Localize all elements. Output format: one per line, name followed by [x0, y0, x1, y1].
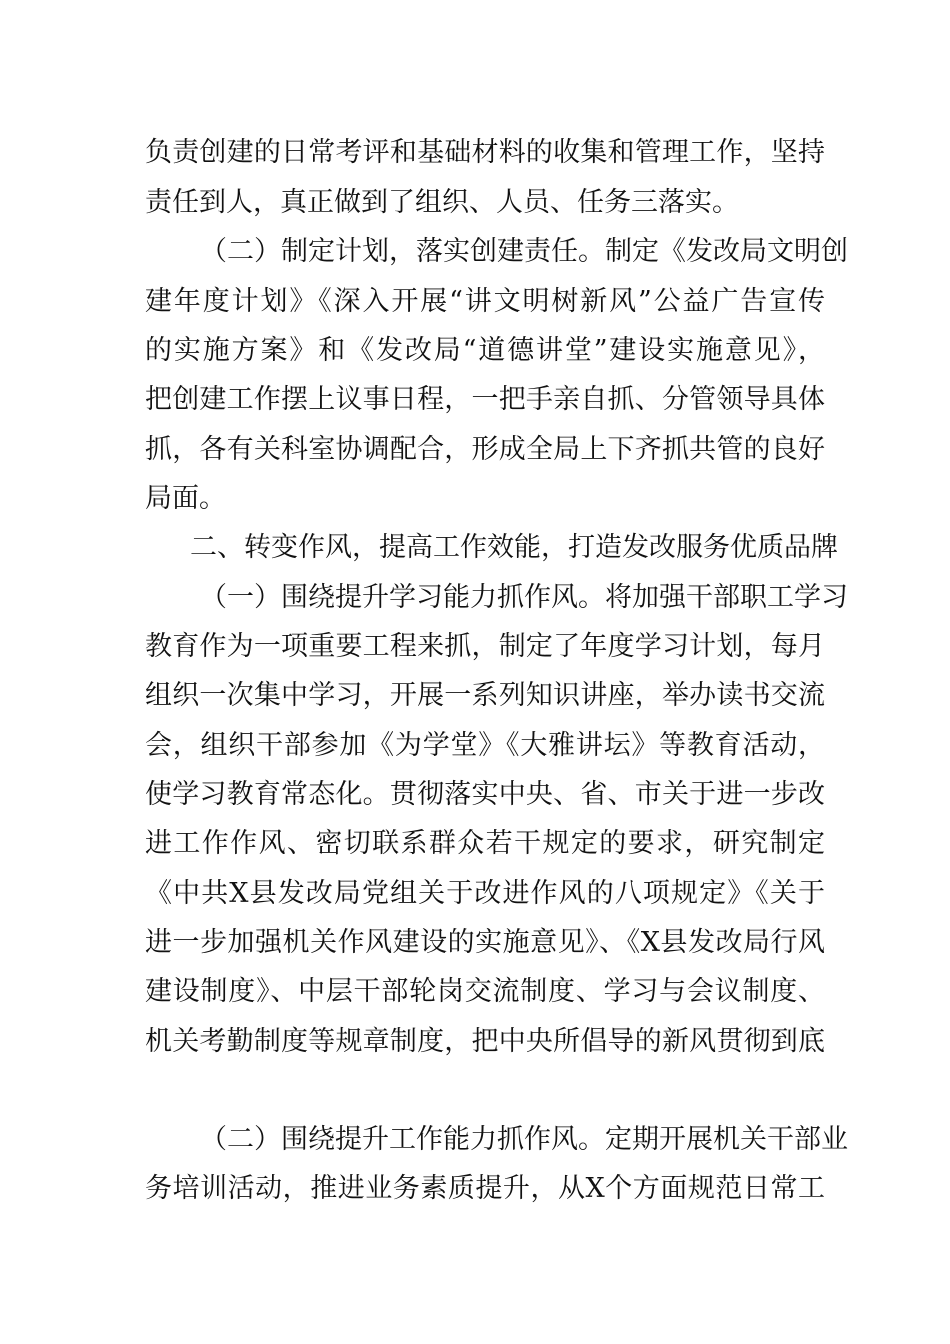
- text-line: 抓，各有关科室协调配合，形成全局上下齐抓共管的良好: [145, 434, 825, 465]
- text-line: 局面。: [145, 483, 226, 514]
- text-line: 务培训活动，推进业务素质提升，从X个方面规范日常工: [145, 1173, 825, 1204]
- text-line: 《中共X县发改局党组关于改进作风的八项规定》《关于: [145, 878, 825, 909]
- text-line: 建年度计划》《深入开展“讲文明树新风”公益广告宣传: [145, 286, 825, 317]
- text-line: 进一步加强机关作风建设的实施意见》、《X县发改局行风: [145, 927, 825, 958]
- text-line: 会，组织干部参加《为学堂》《大雅讲坛》等教育活动，: [145, 730, 825, 761]
- text-line: 的实施方案》和《发改局“道德讲堂”建设实施意见》，: [145, 335, 825, 366]
- paragraph-start: （一）围绕提升学习能力抓作风。将加强干部职工学习: [200, 582, 848, 613]
- text-line: 责任到人，真正做到了组织、人员、任务三落实。: [145, 187, 739, 218]
- text-line: 负责创建的日常考评和基础材料的收集和管理工作，坚持: [145, 137, 825, 168]
- text-line: 进工作作风、密切联系群众若干规定的要求，研究制定: [145, 828, 825, 859]
- section-heading: 二、转变作风，提高工作效能，打造发改服务优质品牌: [190, 532, 838, 563]
- paragraph-start: （二）制定计划，落实创建责任。制定《发改局文明创: [200, 236, 848, 267]
- text-line: 建设制度》、中层干部轮岗交流制度、学习与会议制度、: [145, 976, 825, 1007]
- text-line: 使学习教育常态化。贯彻落实中央、省、市关于进一步改: [145, 779, 825, 810]
- text-line: 机关考勤制度等规章制度，把中央所倡导的新风贯彻到底: [145, 1026, 825, 1057]
- text-line: 教育作为一项重要工程来抓，制定了年度学习计划，每月: [145, 631, 825, 662]
- paragraph-start: （二）围绕提升工作能力抓作风。定期开展机关干部业: [200, 1124, 848, 1155]
- text-line: 组织一次集中学习，开展一系列知识讲座，举办读书交流: [145, 680, 825, 711]
- text-line: 把创建工作摆上议事日程，一把手亲自抓、分管领导具体: [145, 384, 825, 415]
